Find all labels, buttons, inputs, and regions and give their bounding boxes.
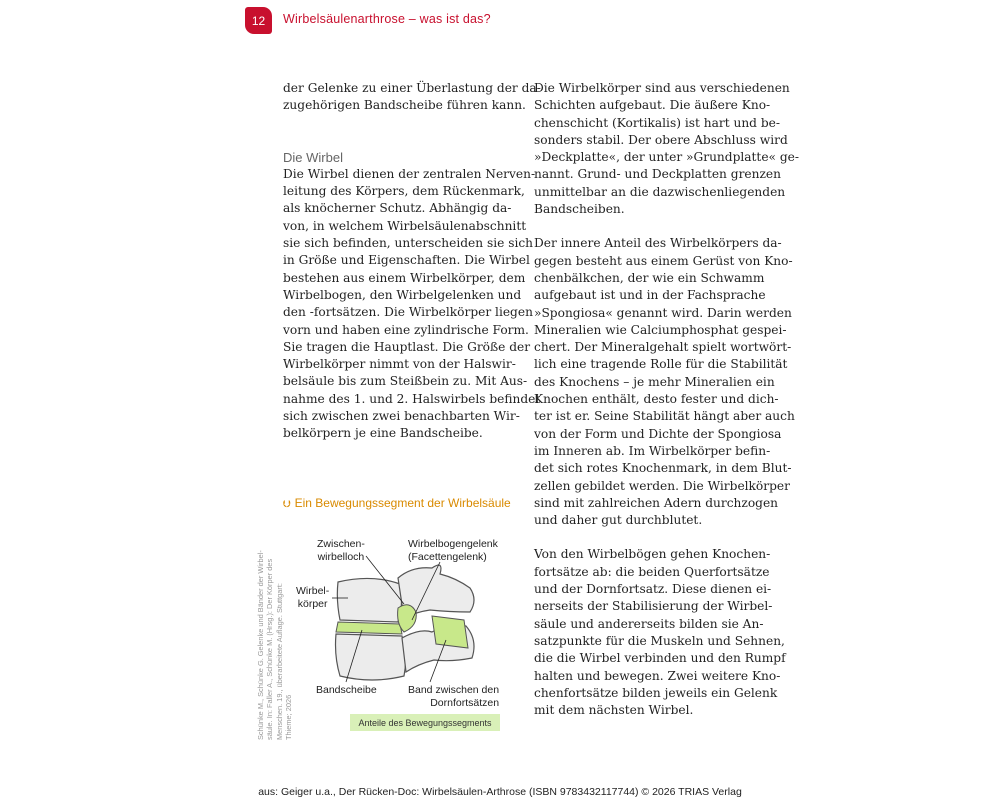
text-line: zellen gebildet werden. Die Wirbelkörper [534,478,790,493]
text-line: Der innere Anteil des Wirbelkörpers da- [534,236,782,251]
text-line: »Spongiosa« genannt wird. Darin werden [534,305,792,320]
label-line: Wirbel- [296,585,330,597]
text-line: det sich rotes Knochenmark, in dem Blut- [534,461,792,476]
text-line: der Gelenke zu einer Überlastung der da- [283,81,541,95]
text-line: zugehörigen Bandscheibe führen kann. [283,98,526,113]
lower-vertebral-body [336,634,406,680]
text-line: Wirbelkörper nimmt von der Halswir- [283,357,516,372]
text-line: ter ist er. Seine Stabilität hängt aber auch [534,409,795,424]
text-line: nannt. Grund- und Deckplatten grenzen [534,167,781,182]
text-line: und der Dornfortsatz. Diese dienen ei- [534,582,772,597]
figure-legend: Anteile des Bewegungssegments [350,714,500,731]
text-line: gegen besteht aus einem Gerüst von Kno- [534,253,793,268]
text-line: chenschicht (Kortikalis) ist hart und be- [534,115,780,130]
text-line: im Inneren ab. Im Wirbelkörper befin- [534,443,771,458]
text-line: Die Wirbelkörper sind aus verschiedenen [534,81,790,95]
text-line: Die Wirbel dienen der zentralen Nerven- [283,166,536,181]
text-line: satzpunkte für die Muskeln und Sehnen, [534,633,785,648]
text-line: Von den Wirbelbögen gehen Knochen- [534,547,771,562]
text-line: sie sich befinden, unterscheiden sie sich [283,236,534,251]
label-line: Wirbelbogengelenk [408,538,498,550]
text-line: den -fortsätzen. Die Wirbelkörper liegen [283,305,533,320]
text-line: chert. Der Mineralgehalt spielt wortwört- [534,340,792,355]
text-line: chenfortsätze bilden jeweils ein Gelenk [534,685,778,700]
text-line: aufgebaut ist und in der Fachsprache [534,288,766,303]
text-line: bestehen aus einem Wirbelkörper, dem [283,270,526,285]
text-line: sich zwischen zwei benachbarten Wir- [283,409,520,424]
text-line: von, in welchem Wirbelsäulenabschnitt [283,218,527,233]
text-line: vorn und haben eine zylindrische Form. [283,322,529,337]
text-line: Wirbelbogen, den Wirbelgelenken und [283,287,522,302]
figure-caption-text: Ein Bewegungssegment der Wirbelsäule [294,496,511,510]
credit-line: Schünke M., Schünke G. Gelenke und Bänder der Wirbel- [256,550,265,740]
credit-line: Thieme; 2026 [284,694,294,740]
label-interspinous-ligament [408,684,499,709]
label-intervertebral-foramen [317,538,365,563]
text-line: nahme des 1. und 2. Halswirbels befindet [283,391,541,406]
text-line: in Größe und Eigenschaften. Die Wirbel [283,253,530,268]
double-chevron-down-icon: ⮋ [283,499,291,510]
facet-joint [398,605,417,632]
label-line: wirbelloch [317,550,365,563]
label-line: Dornfortsätzen [430,696,500,709]
text-line: belsäule bis zum Steißbein zu. Mit Aus- [283,374,528,389]
text-line: mit dem nächsten Wirbel. [534,703,694,718]
text-line: und daher gut durchblutet. [534,513,703,528]
text-line: »Deckplatte«, der unter »Grundplatte« ge- [534,150,800,165]
text-line: als knöcherner Schutz. Abhängig da- [283,201,512,216]
text-line: von der Form und Dichte der Spongiosa [534,426,782,441]
text-line: des Knochens – je mehr Mineralien ein [534,374,775,389]
text-line: unmittelbar an die dazwischenliegenden [534,184,786,199]
text-line: sonders stabil. Der obere Abschluss wird [534,132,788,147]
running-title: Wirbelsäulenarthrose – was ist das? [283,12,491,26]
upper-vertebral-body [337,578,401,622]
text-line: belkörpern je eine Bandscheibe. [283,426,483,441]
section-heading: Die Wirbel [283,149,343,165]
page-number: 12 [251,13,266,28]
credit-line: Menschen. 19., überarbeitete Auflage. Stuttgart: [274,583,284,740]
text-line: nerseits der Stabilisierung der Wirbel- [534,599,773,614]
text-line: halten und bewegen. Zwei weitere Kno- [534,668,781,683]
intervertebral-disc [336,622,402,634]
text-line: Schichten aufgebaut. Die äußere Kno- [534,98,771,113]
label-line: Band zwischen den [408,684,500,696]
source-footer: aus: Geiger u.a., Der Rücken-Doc: Wirbelsäulen-Arthrose (ISBN 9783432117744) © 2026 TRIAS Verlag [258,786,742,798]
label-disc: Bandscheibe [316,684,377,696]
text-line: Knochen enthält, desto fester und dich- [534,392,779,407]
text-line: die die Wirbel verbinden und den Rumpf [534,651,786,666]
label-vertebral-body [296,585,329,610]
interspinous-ligament [432,616,468,648]
text-line: leitung des Körpers, dem Rückenmark, [283,184,525,199]
text-line: chenbälkchen, der wie ein Schwamm [534,270,765,285]
text-line: Sie tragen die Hauptlast. Die Größe der [283,339,531,354]
label-line: (Facettengelenk) [408,550,487,563]
text-line: Mineralien wie Calciumphosphat gespei- [534,322,787,337]
text-line: sind mit zahlreichen Adern durchzogen [534,495,779,510]
text-line: lich eine tragende Rolle für die Stabilität [534,357,788,372]
credit-line: säule. In: Faller A., Schünke M. (Hrsg.): Der Körper des [265,558,275,740]
label-line: körper [297,597,328,610]
text-line: säule und andererseits bilden sie An- [534,616,764,631]
text-line: fortsätze ab: die beiden Querfortsätze [534,564,770,579]
text-line: Bandscheiben. [534,202,625,217]
label-line: Zwischen- [317,538,365,550]
label-facet-joint [408,538,498,563]
